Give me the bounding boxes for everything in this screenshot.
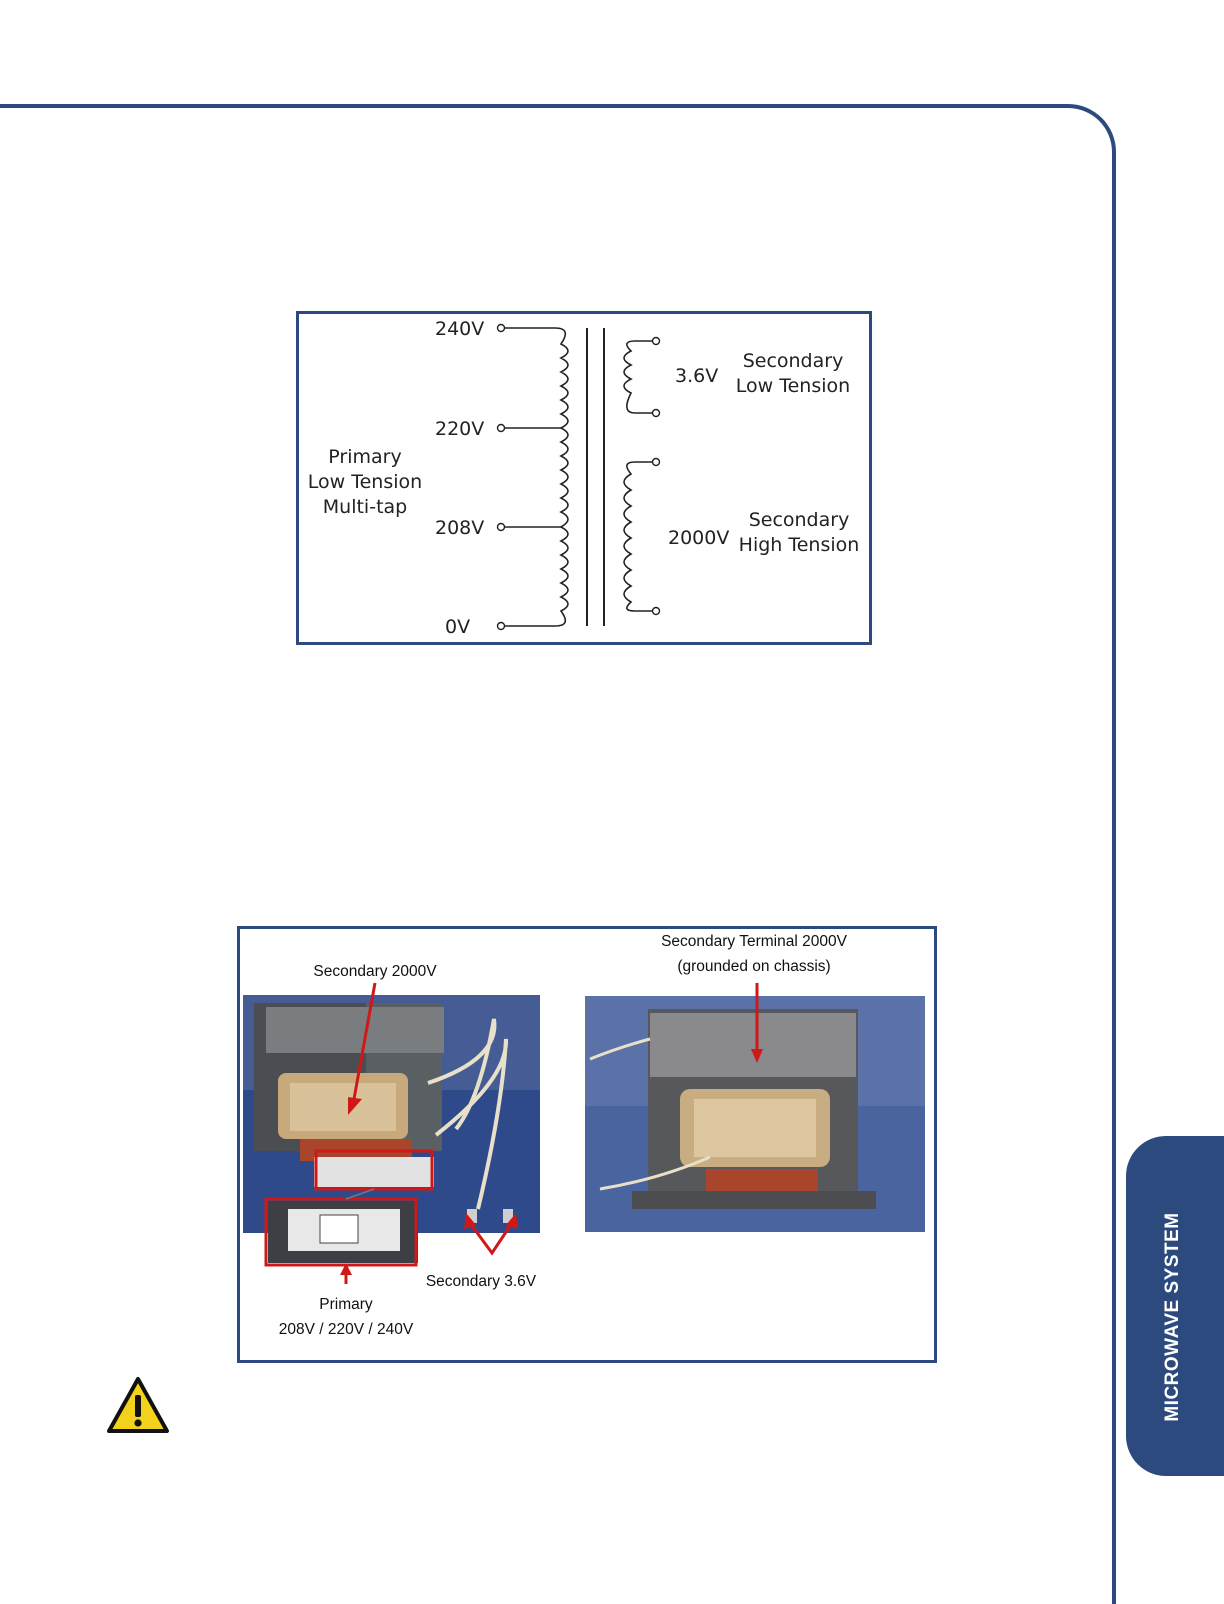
primary-label-2: Low Tension xyxy=(307,471,423,493)
secondary-low-coil xyxy=(624,341,653,413)
warning-triangle-icon xyxy=(106,1376,170,1434)
section-side-tab[interactable] xyxy=(1126,1136,1224,1476)
terminal-low-2 xyxy=(653,410,660,417)
secondary-high-voltage: 2000V xyxy=(668,527,730,549)
terminal-high-2 xyxy=(653,608,660,615)
secondary-low-label-2: Low Tension xyxy=(735,375,851,397)
tap-label-220v: 220V xyxy=(435,418,485,440)
section-tab-label: MICROWAVE SYSTEM xyxy=(1162,1212,1183,1422)
tap-label-0v: 0V xyxy=(445,616,471,638)
terminal-high-1 xyxy=(653,459,660,466)
transformer-schematic xyxy=(296,311,872,645)
photo-drawings xyxy=(240,929,934,1360)
primary-caption-1: Primary xyxy=(319,1296,373,1313)
primary-label-1: Primary xyxy=(328,446,402,468)
callout-secondary-2000v: Secondary 2000V xyxy=(313,963,437,980)
primary-caption-2: 208V / 220V / 240V xyxy=(278,1321,414,1338)
secondary-low-label-1: Secondary xyxy=(742,350,844,372)
secondary-high-coil xyxy=(624,462,653,611)
left-transformer-photo xyxy=(243,995,540,1263)
terminal-208v xyxy=(498,524,505,531)
terminal-220v xyxy=(498,425,505,432)
secondary-low-voltage: 3.6V xyxy=(675,365,719,387)
transformer-photos xyxy=(237,926,937,1363)
schematic-drawing xyxy=(299,314,869,642)
tap-label-240v: 240V xyxy=(435,318,485,340)
primary-label-3: Multi-tap xyxy=(322,496,408,518)
secondary-high-label-1: Secondary xyxy=(748,509,850,531)
tap-label-208v: 208V xyxy=(435,517,485,539)
right-transformer-photo xyxy=(585,996,925,1232)
secondary-high-label-2: High Tension xyxy=(738,534,860,556)
right-callout-2: (grounded on chassis) xyxy=(677,958,831,975)
terminal-240v xyxy=(498,325,505,332)
terminal-0v xyxy=(498,623,505,630)
right-callout-1: Secondary Terminal 2000V xyxy=(661,933,847,950)
secondary-3-6v-caption: Secondary 3.6V xyxy=(425,1273,537,1290)
primary-coil xyxy=(555,328,568,626)
terminal-low-1 xyxy=(653,338,660,345)
